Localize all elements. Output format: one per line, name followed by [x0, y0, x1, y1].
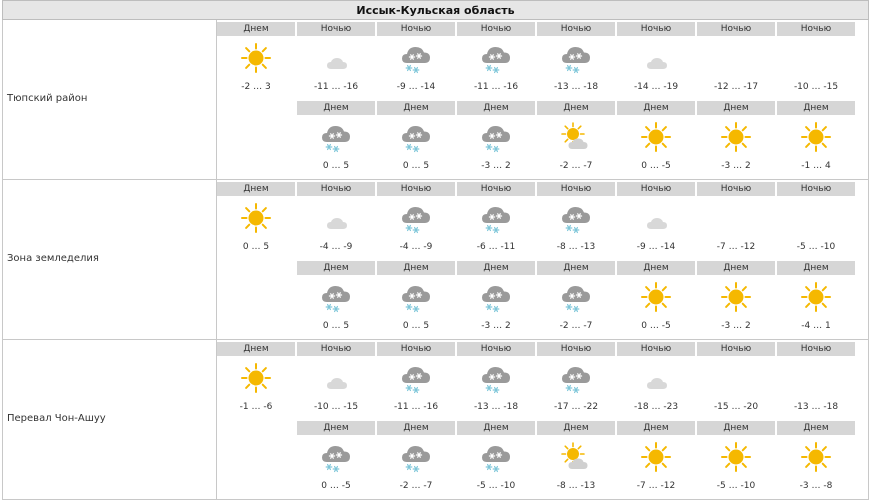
snow-cloud-icon: [400, 42, 432, 74]
period-label: Днем: [457, 101, 535, 115]
moon-cloud-icon: [640, 202, 672, 234]
moon-icon: [800, 42, 832, 74]
sun-icon: [800, 121, 832, 153]
temperature-range: -8 … -13: [556, 481, 596, 491]
temperature-range: -2 … -7: [559, 161, 593, 171]
period-label: Днем: [217, 22, 295, 36]
period-label: Днем: [617, 261, 695, 275]
period-label: Днем: [697, 421, 775, 435]
period-label: Днем: [297, 421, 375, 435]
temperature-range: -11 … -16: [313, 82, 359, 92]
forecast-cell-day: [697, 261, 775, 337]
period-label: Днем: [377, 101, 455, 115]
period-label: Днем: [457, 261, 535, 275]
moon-cloud-icon: [640, 42, 672, 74]
region-label-cell: [3, 340, 217, 499]
temperature-range: -5 … -10: [476, 481, 516, 491]
snow-cloud-icon: [560, 42, 592, 74]
temperature-range: -9 … -14: [636, 242, 676, 252]
forecast-cell-night: [617, 342, 695, 418]
forecast-cell-day: [217, 182, 295, 258]
forecast-cell-day: [617, 101, 695, 177]
moon-icon: [720, 42, 752, 74]
temperature-range: -3 … 2: [721, 161, 751, 171]
forecast-cell-day: [217, 22, 295, 98]
period-label: Ночью: [297, 342, 375, 356]
sun-icon: [640, 441, 672, 473]
forecast-cell-night: [537, 342, 615, 418]
period-label: Ночью: [617, 342, 695, 356]
period-label: Днем: [777, 421, 855, 435]
temperature-range: -3 … 2: [721, 321, 751, 331]
period-label: Днем: [777, 101, 855, 115]
temperature-range: 0 … 5: [402, 161, 430, 171]
period-label: Ночью: [537, 182, 615, 196]
region-row: [2, 20, 869, 180]
forecast-cell-day: [617, 421, 695, 497]
forecast-cell-night: [377, 22, 455, 98]
sun-icon: [640, 281, 672, 313]
forecast-cell-day: [457, 101, 535, 177]
snow-cloud-icon: [480, 121, 512, 153]
period-label: Днем: [297, 261, 375, 275]
forecast-cell-night: [377, 342, 455, 418]
forecast-cell-night: [617, 182, 695, 258]
temperature-range: -4 … -9: [399, 242, 433, 252]
forecast-cell-night: [537, 182, 615, 258]
period-label: Ночью: [537, 342, 615, 356]
forecast-cell-day: [377, 101, 455, 177]
period-label: Ночью: [617, 182, 695, 196]
forecast-cell-day: [777, 261, 855, 337]
forecast-cell-night: [697, 22, 775, 98]
period-label: Днем: [617, 421, 695, 435]
snow-cloud-icon: [400, 281, 432, 313]
temperature-range: 0 … 5: [322, 161, 350, 171]
period-label: Днем: [617, 101, 695, 115]
forecast-cell-night: [457, 342, 535, 418]
sun-icon: [720, 281, 752, 313]
sun-icon: [720, 441, 752, 473]
temperature-range: -15 … -20: [713, 402, 759, 412]
forecast-cell-day: [777, 101, 855, 177]
period-label: Днем: [377, 421, 455, 435]
moon-cloud-icon: [320, 362, 352, 394]
temperature-range: 0 … -5: [321, 481, 351, 491]
forecast-cell-night: [377, 182, 455, 258]
period-label: Ночью: [697, 182, 775, 196]
temperature-range: -10 … -15: [313, 402, 359, 412]
period-label: Ночью: [617, 22, 695, 36]
temperature-range: -9 … -14: [396, 82, 436, 92]
temperature-range: -13 … -18: [553, 82, 599, 92]
snow-cloud-icon: [400, 121, 432, 153]
snow-cloud-icon: [560, 202, 592, 234]
temperature-range: -3 … -8: [799, 481, 833, 491]
forecast-cell-night: [457, 22, 535, 98]
temperature-range: -2 … -7: [399, 481, 433, 491]
forecast-cell-day: [457, 421, 535, 497]
temperature-range: -4 … -9: [319, 242, 353, 252]
forecast-cell-day: [217, 342, 295, 418]
temperature-range: -3 … 2: [481, 161, 511, 171]
forecast-cell-day: [777, 421, 855, 497]
snow-cloud-icon: [400, 441, 432, 473]
period-label: Ночью: [297, 22, 375, 36]
forecast-cell-night: [457, 182, 535, 258]
moon-cloud-icon: [320, 202, 352, 234]
forecast-cell-day: [697, 101, 775, 177]
forecast-cell-night: [777, 182, 855, 258]
sun-cloud-icon: [560, 121, 592, 153]
period-label: Ночью: [777, 22, 855, 36]
period-label: Ночью: [537, 22, 615, 36]
moon-icon: [720, 362, 752, 394]
period-label: Днем: [537, 101, 615, 115]
snow-cloud-icon: [480, 281, 512, 313]
sun-icon: [800, 441, 832, 473]
snow-cloud-icon: [480, 202, 512, 234]
temperature-range: -5 … -10: [716, 481, 756, 491]
sun-icon: [240, 202, 272, 234]
period-label: Днем: [697, 261, 775, 275]
forecast-cell-night: [697, 342, 775, 418]
period-label: Днем: [217, 182, 295, 196]
forecast-cell-day: [537, 261, 615, 337]
forecast-cell-night: [297, 342, 375, 418]
period-label: Ночью: [697, 22, 775, 36]
region-row: [2, 180, 869, 340]
period-label: Днем: [457, 421, 535, 435]
forecast-cell-night: [297, 182, 375, 258]
sun-icon: [640, 121, 672, 153]
snow-cloud-icon: [320, 441, 352, 473]
table-title: Иссык-Кульская область: [2, 0, 869, 20]
temperature-range: -10 … -15: [793, 82, 839, 92]
forecast-cell-day: [457, 261, 535, 337]
period-label: Ночью: [457, 22, 535, 36]
forecast-cell-day: [617, 261, 695, 337]
temperature-range: -11 … -16: [393, 402, 439, 412]
temperature-range: -1 … 4: [801, 161, 831, 171]
region-label-cell: [3, 20, 217, 179]
forecast-cell-night: [617, 22, 695, 98]
forecast-cell-day: [297, 101, 375, 177]
temperature-range: -14 … -19: [633, 82, 679, 92]
period-label: Днем: [777, 261, 855, 275]
temperature-range: -18 … -23: [633, 402, 679, 412]
period-label: Ночью: [777, 342, 855, 356]
snow-cloud-icon: [400, 362, 432, 394]
forecast-cell-night: [777, 342, 855, 418]
forecast-cell-day: [537, 101, 615, 177]
moon-icon: [720, 202, 752, 234]
temperature-range: -3 … 2: [481, 321, 511, 331]
temperature-range: 0 … 5: [242, 242, 270, 252]
temperature-range: -7 … -12: [636, 481, 676, 491]
temperature-range: -1 … -6: [239, 402, 273, 412]
snow-cloud-icon: [320, 121, 352, 153]
period-label: Ночью: [457, 182, 535, 196]
period-label: Ночью: [457, 342, 535, 356]
snow-cloud-icon: [560, 362, 592, 394]
sun-icon: [240, 42, 272, 74]
region-name: Зона земледелия: [7, 253, 99, 264]
period-label: Ночью: [777, 182, 855, 196]
temperature-range: -2 … 3: [241, 82, 271, 92]
forecast-cell-day: [697, 421, 775, 497]
forecast-cell-day: [377, 421, 455, 497]
period-label: Днем: [217, 342, 295, 356]
period-label: Ночью: [697, 342, 775, 356]
period-label: Днем: [537, 421, 615, 435]
temperature-range: -8 … -13: [556, 242, 596, 252]
forecast-cell-night: [537, 22, 615, 98]
period-label: Днем: [377, 261, 455, 275]
temperature-range: -13 … -18: [793, 402, 839, 412]
temperature-range: 0 … 5: [322, 321, 350, 331]
period-label: Днем: [697, 101, 775, 115]
forecast-cell-night: [777, 22, 855, 98]
sun-cloud-icon: [560, 441, 592, 473]
forecast-cell-night: [697, 182, 775, 258]
period-label: Днем: [537, 261, 615, 275]
moon-cloud-icon: [320, 42, 352, 74]
temperature-range: -11 … -16: [473, 82, 519, 92]
period-label: Ночью: [297, 182, 375, 196]
period-label: Ночью: [377, 22, 455, 36]
snow-cloud-icon: [480, 362, 512, 394]
temperature-range: 0 … -5: [641, 161, 671, 171]
temperature-range: 0 … -5: [641, 321, 671, 331]
region-name: Перевал Чон-Ашуу: [7, 413, 106, 424]
moon-icon: [800, 362, 832, 394]
temperature-range: -7 … -12: [716, 242, 756, 252]
temperature-range: -5 … -10: [796, 242, 836, 252]
period-label: Днем: [297, 101, 375, 115]
temperature-range: -2 … -7: [559, 321, 593, 331]
region-row: [2, 340, 869, 500]
forecast-cell-day: [297, 421, 375, 497]
temperature-range: 0 … 5: [402, 321, 430, 331]
snow-cloud-icon: [560, 281, 592, 313]
sun-icon: [240, 362, 272, 394]
moon-icon: [800, 202, 832, 234]
temperature-range: -4 … 1: [801, 321, 831, 331]
snow-cloud-icon: [480, 42, 512, 74]
forecast-cell-day: [537, 421, 615, 497]
temperature-range: -13 … -18: [473, 402, 519, 412]
snow-cloud-icon: [480, 441, 512, 473]
sun-icon: [720, 121, 752, 153]
forecast-cell-night: [297, 22, 375, 98]
temperature-range: -17 … -22: [553, 402, 599, 412]
temperature-range: -12 … -17: [713, 82, 759, 92]
region-name: Тюпский район: [7, 93, 88, 104]
snow-cloud-icon: [400, 202, 432, 234]
moon-cloud-icon: [640, 362, 672, 394]
period-label: Ночью: [377, 342, 455, 356]
forecast-cell-day: [377, 261, 455, 337]
period-label: Ночью: [377, 182, 455, 196]
temperature-range: -6 … -11: [476, 242, 516, 252]
forecast-cell-day: [297, 261, 375, 337]
snow-cloud-icon: [320, 281, 352, 313]
sun-icon: [800, 281, 832, 313]
region-label-cell: [3, 180, 217, 339]
